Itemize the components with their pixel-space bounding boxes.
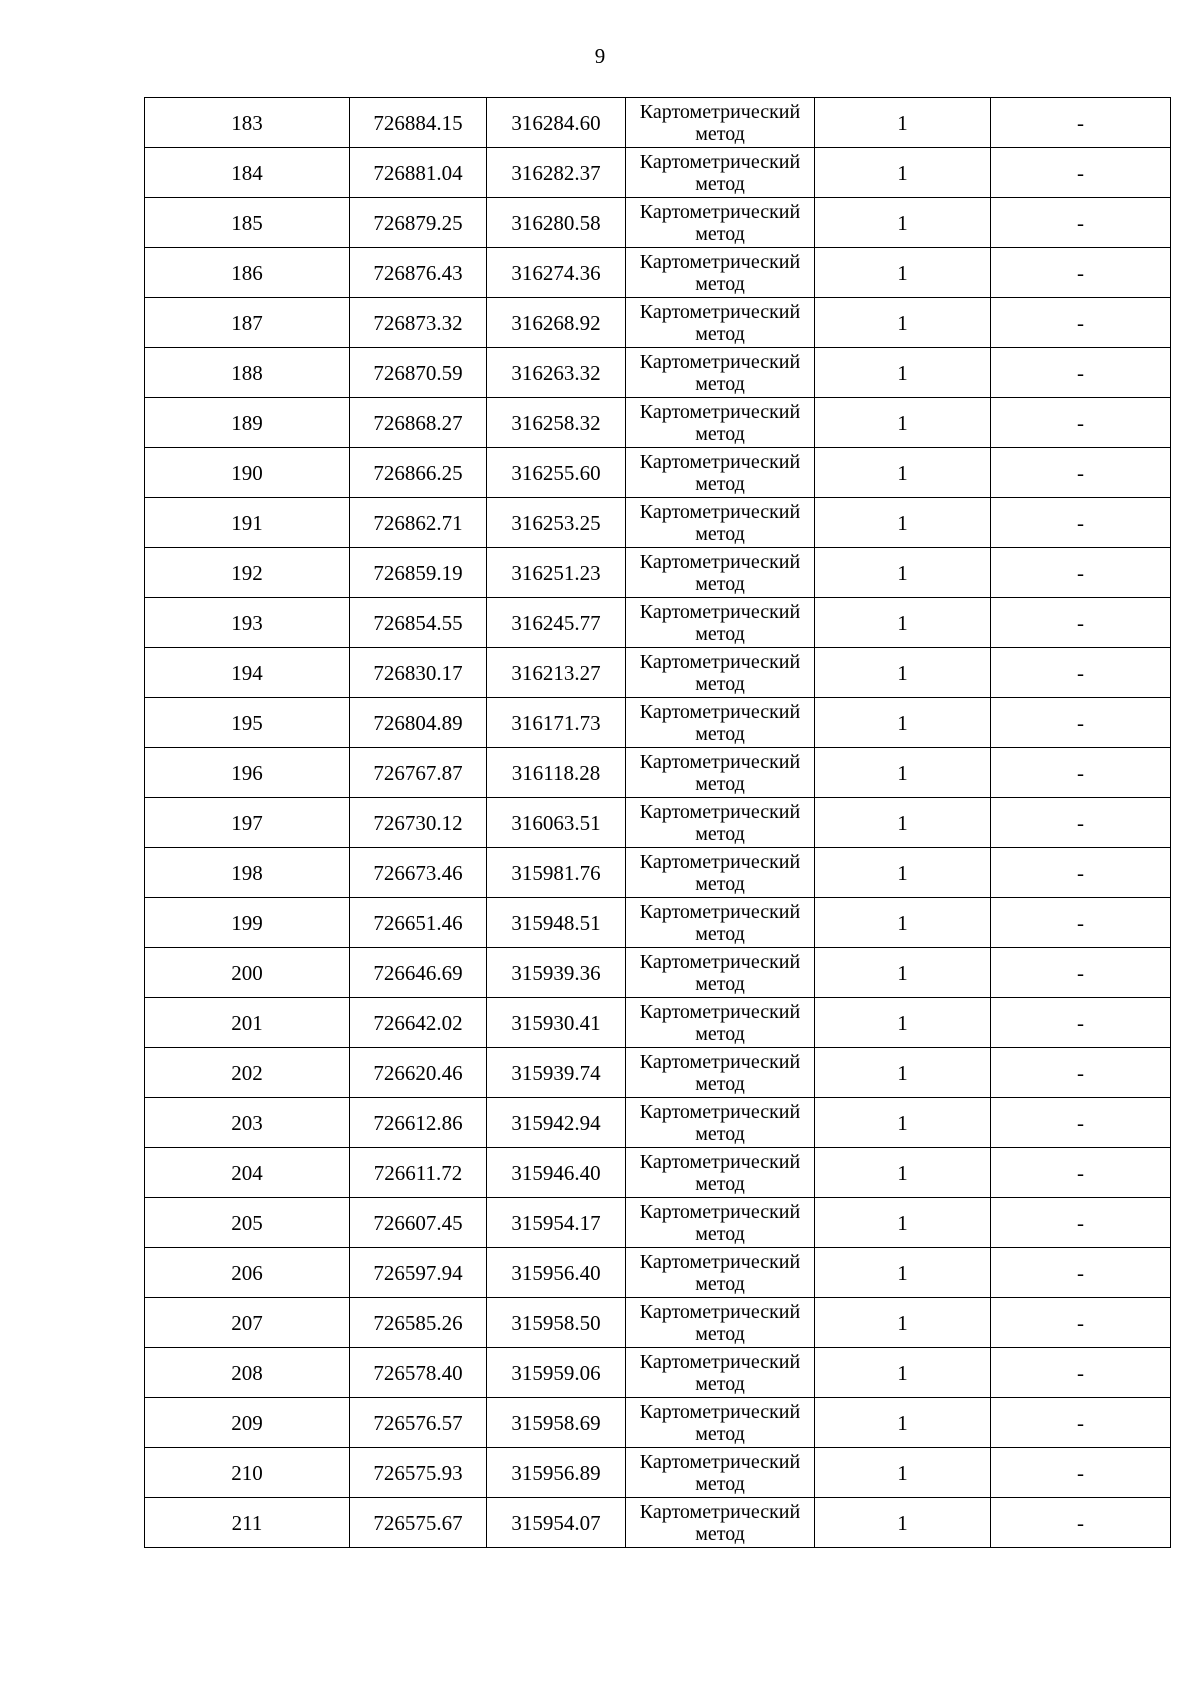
point-number-cell: 209: [145, 1398, 350, 1448]
accuracy-cell: 1: [815, 948, 991, 998]
method-cell: Картометрический метод: [626, 948, 815, 998]
accuracy-cell: 1: [815, 798, 991, 848]
coordinates-table: [144, 97, 1171, 1548]
table-row: [145, 298, 1171, 348]
point-number-cell: 201: [145, 998, 350, 1048]
point-number-cell: 203: [145, 1098, 350, 1148]
note-cell: -: [991, 598, 1171, 648]
method-cell: Картометрический метод: [626, 1248, 815, 1298]
x-coordinate-cell: 726876.43: [350, 248, 487, 298]
note-cell: -: [991, 1498, 1171, 1548]
accuracy-cell: 1: [815, 248, 991, 298]
x-coordinate-cell: 726597.94: [350, 1248, 487, 1298]
note-cell: -: [991, 698, 1171, 748]
x-coordinate-cell: 726620.46: [350, 1048, 487, 1098]
table-row: [145, 948, 1171, 998]
y-coordinate-cell: 316245.77: [487, 598, 626, 648]
point-number-cell: 188: [145, 348, 350, 398]
table-row: [145, 1248, 1171, 1298]
x-coordinate-cell: 726879.25: [350, 198, 487, 248]
point-number-cell: 186: [145, 248, 350, 298]
y-coordinate-cell: 315942.94: [487, 1098, 626, 1148]
table-row: [145, 1398, 1171, 1448]
x-coordinate-cell: 726854.55: [350, 598, 487, 648]
method-cell: Картометрический метод: [626, 248, 815, 298]
x-coordinate-cell: 726611.72: [350, 1148, 487, 1198]
table-row: [145, 248, 1171, 298]
y-coordinate-cell: 316063.51: [487, 798, 626, 848]
y-coordinate-cell: 315939.36: [487, 948, 626, 998]
point-number-cell: 211: [145, 1498, 350, 1548]
point-number-cell: 192: [145, 548, 350, 598]
x-coordinate-cell: 726642.02: [350, 998, 487, 1048]
point-number-cell: 206: [145, 1248, 350, 1298]
accuracy-cell: 1: [815, 698, 991, 748]
table-row: [145, 1298, 1171, 1348]
y-coordinate-cell: 315959.06: [487, 1348, 626, 1398]
accuracy-cell: 1: [815, 598, 991, 648]
accuracy-cell: 1: [815, 748, 991, 798]
accuracy-cell: 1: [815, 448, 991, 498]
x-coordinate-cell: 726607.45: [350, 1198, 487, 1248]
note-cell: -: [991, 148, 1171, 198]
point-number-cell: 200: [145, 948, 350, 998]
y-coordinate-cell: 316213.27: [487, 648, 626, 698]
method-cell: Картометрический метод: [626, 848, 815, 898]
note-cell: -: [991, 748, 1171, 798]
method-cell: Картометрический метод: [626, 1398, 815, 1448]
table-row: [145, 1048, 1171, 1098]
note-cell: -: [991, 1298, 1171, 1348]
note-cell: -: [991, 1398, 1171, 1448]
x-coordinate-cell: 726673.46: [350, 848, 487, 898]
y-coordinate-cell: 316280.58: [487, 198, 626, 248]
accuracy-cell: 1: [815, 1048, 991, 1098]
table-row: [145, 848, 1171, 898]
y-coordinate-cell: 316251.23: [487, 548, 626, 598]
y-coordinate-cell: 315981.76: [487, 848, 626, 898]
point-number-cell: 199: [145, 898, 350, 948]
table-row: [145, 198, 1171, 248]
point-number-cell: 190: [145, 448, 350, 498]
accuracy-cell: 1: [815, 1148, 991, 1198]
x-coordinate-cell: 726585.26: [350, 1298, 487, 1348]
x-coordinate-cell: 726830.17: [350, 648, 487, 698]
method-cell: Картометрический метод: [626, 598, 815, 648]
table-row: [145, 648, 1171, 698]
x-coordinate-cell: 726575.93: [350, 1448, 487, 1498]
note-cell: -: [991, 298, 1171, 348]
note-cell: -: [991, 798, 1171, 848]
method-cell: Картометрический метод: [626, 798, 815, 848]
x-coordinate-cell: 726767.87: [350, 748, 487, 798]
y-coordinate-cell: 315958.69: [487, 1398, 626, 1448]
y-coordinate-cell: 315954.17: [487, 1198, 626, 1248]
accuracy-cell: 1: [815, 1448, 991, 1498]
table-row: [145, 1498, 1171, 1548]
method-cell: Картометрический метод: [626, 1298, 815, 1348]
method-cell: Картометрический метод: [626, 548, 815, 598]
accuracy-cell: 1: [815, 1398, 991, 1448]
note-cell: -: [991, 448, 1171, 498]
note-cell: -: [991, 948, 1171, 998]
table-row: [145, 698, 1171, 748]
point-number-cell: 195: [145, 698, 350, 748]
y-coordinate-cell: 316263.32: [487, 348, 626, 398]
method-cell: Картометрический метод: [626, 1198, 815, 1248]
method-cell: Картометрический метод: [626, 1048, 815, 1098]
table-row: [145, 1098, 1171, 1148]
table-row: [145, 148, 1171, 198]
x-coordinate-cell: 726862.71: [350, 498, 487, 548]
accuracy-cell: 1: [815, 148, 991, 198]
y-coordinate-cell: 315956.89: [487, 1448, 626, 1498]
note-cell: -: [991, 848, 1171, 898]
point-number-cell: 196: [145, 748, 350, 798]
method-cell: Картометрический метод: [626, 1448, 815, 1498]
point-number-cell: 198: [145, 848, 350, 898]
point-number-cell: 204: [145, 1148, 350, 1198]
accuracy-cell: 1: [815, 1248, 991, 1298]
x-coordinate-cell: 726730.12: [350, 798, 487, 848]
x-coordinate-cell: 726612.86: [350, 1098, 487, 1148]
accuracy-cell: 1: [815, 548, 991, 598]
y-coordinate-cell: 315930.41: [487, 998, 626, 1048]
method-cell: Картометрический метод: [626, 198, 815, 248]
y-coordinate-cell: 316171.73: [487, 698, 626, 748]
accuracy-cell: 1: [815, 1348, 991, 1398]
accuracy-cell: 1: [815, 1498, 991, 1548]
point-number-cell: 189: [145, 398, 350, 448]
point-number-cell: 210: [145, 1448, 350, 1498]
point-number-cell: 184: [145, 148, 350, 198]
method-cell: Картометрический метод: [626, 498, 815, 548]
point-number-cell: 194: [145, 648, 350, 698]
table-row: [145, 548, 1171, 598]
x-coordinate-cell: 726651.46: [350, 898, 487, 948]
method-cell: Картометрический метод: [626, 1348, 815, 1398]
accuracy-cell: 1: [815, 648, 991, 698]
method-cell: Картометрический метод: [626, 298, 815, 348]
method-cell: Картометрический метод: [626, 1498, 815, 1548]
point-number-cell: 191: [145, 498, 350, 548]
coordinates-table-body: [145, 98, 1171, 1548]
x-coordinate-cell: 726575.67: [350, 1498, 487, 1548]
method-cell: Картометрический метод: [626, 898, 815, 948]
accuracy-cell: 1: [815, 1198, 991, 1248]
y-coordinate-cell: 316284.60: [487, 98, 626, 148]
accuracy-cell: 1: [815, 348, 991, 398]
note-cell: -: [991, 398, 1171, 448]
x-coordinate-cell: 726646.69: [350, 948, 487, 998]
y-coordinate-cell: 316255.60: [487, 448, 626, 498]
note-cell: -: [991, 348, 1171, 398]
note-cell: -: [991, 1448, 1171, 1498]
method-cell: Картометрический метод: [626, 98, 815, 148]
point-number-cell: 205: [145, 1198, 350, 1248]
y-coordinate-cell: 315946.40: [487, 1148, 626, 1198]
point-number-cell: 208: [145, 1348, 350, 1398]
y-coordinate-cell: 316274.36: [487, 248, 626, 298]
y-coordinate-cell: 316258.32: [487, 398, 626, 448]
note-cell: -: [991, 198, 1171, 248]
point-number-cell: 185: [145, 198, 350, 248]
x-coordinate-cell: 726881.04: [350, 148, 487, 198]
y-coordinate-cell: 315948.51: [487, 898, 626, 948]
method-cell: Картометрический метод: [626, 448, 815, 498]
note-cell: -: [991, 1148, 1171, 1198]
note-cell: -: [991, 1248, 1171, 1298]
method-cell: Картометрический метод: [626, 748, 815, 798]
table-row: [145, 998, 1171, 1048]
table-row: [145, 498, 1171, 548]
x-coordinate-cell: 726866.25: [350, 448, 487, 498]
table-row: [145, 598, 1171, 648]
table-row: [145, 748, 1171, 798]
table-row: [145, 348, 1171, 398]
x-coordinate-cell: 726884.15: [350, 98, 487, 148]
table-row: [145, 398, 1171, 448]
y-coordinate-cell: 316282.37: [487, 148, 626, 198]
x-coordinate-cell: 726868.27: [350, 398, 487, 448]
table-row: [145, 1348, 1171, 1398]
method-cell: Картометрический метод: [626, 698, 815, 748]
y-coordinate-cell: 315939.74: [487, 1048, 626, 1098]
method-cell: Картометрический метод: [626, 398, 815, 448]
accuracy-cell: 1: [815, 198, 991, 248]
point-number-cell: 183: [145, 98, 350, 148]
note-cell: -: [991, 1048, 1171, 1098]
accuracy-cell: 1: [815, 848, 991, 898]
accuracy-cell: 1: [815, 498, 991, 548]
y-coordinate-cell: 316253.25: [487, 498, 626, 548]
table-row: [145, 898, 1171, 948]
accuracy-cell: 1: [815, 298, 991, 348]
x-coordinate-cell: 726578.40: [350, 1348, 487, 1398]
x-coordinate-cell: 726576.57: [350, 1398, 487, 1448]
accuracy-cell: 1: [815, 1298, 991, 1348]
accuracy-cell: 1: [815, 98, 991, 148]
page-number: 9: [594, 44, 606, 68]
method-cell: Картометрический метод: [626, 1098, 815, 1148]
note-cell: -: [991, 1198, 1171, 1248]
accuracy-cell: 1: [815, 998, 991, 1048]
point-number-cell: 207: [145, 1298, 350, 1348]
note-cell: -: [991, 248, 1171, 298]
note-cell: -: [991, 998, 1171, 1048]
table-row: [145, 1448, 1171, 1498]
note-cell: -: [991, 498, 1171, 548]
table-row: [145, 798, 1171, 848]
x-coordinate-cell: 726873.32: [350, 298, 487, 348]
accuracy-cell: 1: [815, 1098, 991, 1148]
method-cell: Картометрический метод: [626, 1148, 815, 1198]
table-row: [145, 1198, 1171, 1248]
method-cell: Картометрический метод: [626, 648, 815, 698]
accuracy-cell: 1: [815, 398, 991, 448]
y-coordinate-cell: 315954.07: [487, 1498, 626, 1548]
method-cell: Картометрический метод: [626, 148, 815, 198]
point-number-cell: 193: [145, 598, 350, 648]
y-coordinate-cell: 315956.40: [487, 1248, 626, 1298]
x-coordinate-cell: 726870.59: [350, 348, 487, 398]
note-cell: -: [991, 1348, 1171, 1398]
point-number-cell: 202: [145, 1048, 350, 1098]
note-cell: -: [991, 898, 1171, 948]
note-cell: -: [991, 548, 1171, 598]
y-coordinate-cell: 315958.50: [487, 1298, 626, 1348]
method-cell: Картометрический метод: [626, 998, 815, 1048]
note-cell: -: [991, 648, 1171, 698]
method-cell: Картометрический метод: [626, 348, 815, 398]
table-row: [145, 448, 1171, 498]
table-row: [145, 1148, 1171, 1198]
point-number-cell: 187: [145, 298, 350, 348]
note-cell: -: [991, 98, 1171, 148]
y-coordinate-cell: 316118.28: [487, 748, 626, 798]
table-row: [145, 98, 1171, 148]
accuracy-cell: 1: [815, 898, 991, 948]
x-coordinate-cell: 726859.19: [350, 548, 487, 598]
y-coordinate-cell: 316268.92: [487, 298, 626, 348]
x-coordinate-cell: 726804.89: [350, 698, 487, 748]
note-cell: -: [991, 1098, 1171, 1148]
point-number-cell: 197: [145, 798, 350, 848]
